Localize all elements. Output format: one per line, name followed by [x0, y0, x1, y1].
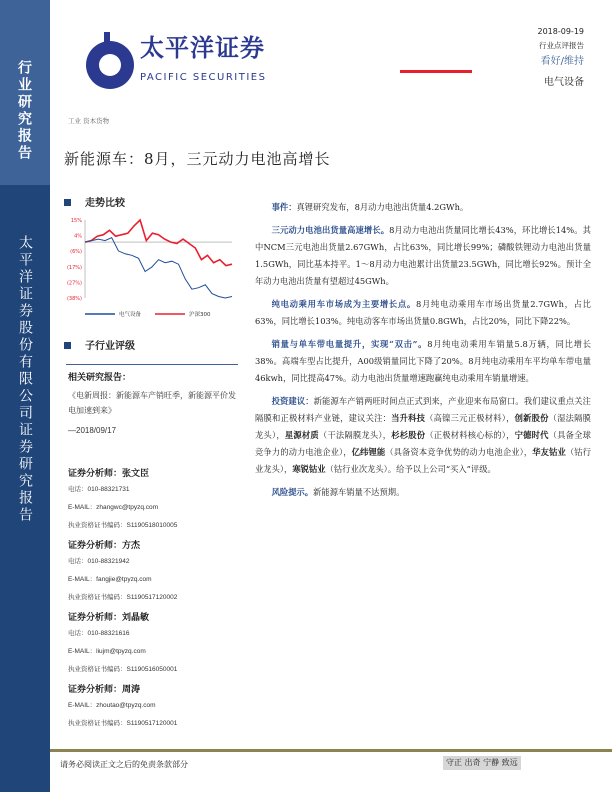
company-desc: （钴行业龙头）， [255, 447, 591, 474]
company: 创新股份 [514, 413, 549, 423]
company-desc: （具备资本竞争优势的动力电池企业）， [385, 447, 533, 457]
analyst-email[interactable]: E-MAIL：zhangwc@tpyzq.com [68, 504, 159, 511]
analyst-phone: 电话：010-88321616 [68, 630, 130, 637]
rating-underline [400, 70, 472, 73]
company-desc: （高镍三元正极材料）， [425, 413, 515, 423]
paragraph-investment [255, 393, 591, 478]
analyst-list [68, 466, 240, 736]
para-head: 事件： [271, 202, 297, 212]
analyst-license: 执业资格证书编码：S1190518010005 [68, 522, 178, 529]
para-text: 8月纯电动乘用车市场出货量2.7GWh，占比63%，同比增长103%。纯电动客车市场出货量0.8GWh，占比20%，同比下降22%。 [255, 299, 591, 326]
trend-heading-text: 走势比较 [85, 198, 125, 209]
sidebar-bottom [0, 185, 50, 792]
industry: 电气设备 [544, 77, 584, 88]
analyst-license: 执业资格证书编码：S1190516050001 [68, 666, 178, 673]
page-title: 新能源车：8月，三元动力电池高增长 [64, 150, 331, 168]
analyst [68, 466, 240, 538]
para-text: 8月纯电动乘用车销量5.8万辆，同比增长38%。高端车型占比提升，A00级销量同比下降了20%。8月纯电动乘用车平均单车带电量46kwh，同比提高47%。动力电池出货量增速跑赢纯电动乘用车销量增速。 [255, 339, 591, 383]
footer-rule [50, 749, 612, 752]
report-date: 2018-09-19 [537, 27, 584, 36]
legend-label: 沪深300 [189, 312, 211, 318]
para-head: 纯电动乘用车市场成为主要增长点。 [271, 299, 416, 309]
logo-icon [62, 10, 142, 105]
para-head: 三元动力电池出货量高速增长。 [271, 225, 390, 235]
category: 工业 资本货物 [68, 117, 110, 125]
paragraph-double-hit [255, 336, 591, 387]
company-desc: （湿法隔膜龙头）， [255, 413, 591, 440]
sub-rating-heading-text: 子行业评级 [85, 341, 135, 352]
y-tick-label: 15% [70, 218, 82, 224]
paragraph-ev-market [255, 296, 591, 330]
company: 华友钴业 [532, 447, 566, 457]
bullet-icon [64, 199, 71, 206]
analyst-name: 证券分析师：刘晶敏 [68, 613, 150, 623]
para-head: 投资建议： [271, 396, 314, 406]
company-desc: （钴行业次龙头）。给予以上公司“买入”评级。 [325, 464, 496, 474]
legend-label: 电气设备 [119, 312, 142, 318]
rating: 看好/维持 [540, 56, 584, 67]
company: 星源材质 [284, 430, 319, 440]
sub-rating-heading [64, 337, 135, 352]
analyst-email[interactable]: E-MAIL：zhoutao@tpyzq.com [68, 702, 156, 709]
company-label: 太平洋证券股份有限公司证券研究报告 [17, 235, 33, 524]
analyst [68, 610, 240, 682]
para-text: 8月动力电池出货量同比增长43%，环比增长14%。其中NCM三元电池出货量2.67GWh，占比63%，同比增长99%；磷酸铁锂动力电池出货量1.5GWh，同比基本持平。1～8月动力电池累计出货量23.5GWh，同比增长92%。预计全年动力电池出货量有望超过45GWh。 [255, 225, 591, 286]
analyst-name: 证券分析师：方杰 [68, 541, 141, 551]
company: 宁德时代 [514, 430, 549, 440]
analyst-email[interactable]: E-MAIL：fangjie@tpyzq.com [68, 576, 152, 583]
company: 亿纬锂能 [351, 447, 386, 457]
analyst-phone: 电话：010-88321731 [68, 486, 130, 493]
related-date: —2018/09/17 [68, 426, 117, 435]
footer-motto: 守正 出奇 宁静 致远 [443, 756, 521, 770]
report-kind: 行业点评报告 [539, 41, 584, 50]
company: 当升科技 [391, 413, 426, 423]
company-desc: （正极材料核心标的）， [425, 430, 515, 440]
logo-cn: 太平洋证券 [140, 34, 265, 62]
company: 寒锐钴业 [292, 464, 326, 474]
analyst-name: 证券分析师：张文臣 [68, 469, 150, 479]
paragraph-risk [255, 484, 591, 501]
company: 杉杉股份 [391, 430, 426, 440]
para-text: 真锂研究发布，8月动力电池出货量4.2GWh。 [296, 202, 469, 212]
para-text: 新能源车销量不达预期。 [313, 487, 405, 497]
para-text: 新能源车产销两旺时间点正式到来，产业迎来布局窗口。我们建议重点关注隔膜和正极材料产业链，建议关注： [255, 396, 591, 423]
related-heading: 相关研究报告： [68, 373, 132, 383]
series-line [85, 238, 232, 298]
related-report-link[interactable]: 《电新周报：新能源车产销旺季，新能源平价发电加速到来》 [68, 391, 236, 415]
para-head: 风险提示。 [271, 487, 314, 497]
analyst-email[interactable]: E-MAIL：liujm@tpyzq.com [68, 648, 146, 655]
trend-heading [64, 194, 125, 209]
company-desc: （干法隔膜龙头）， [318, 430, 392, 440]
y-tick-label: (27%) [66, 280, 82, 287]
analyst [68, 538, 240, 610]
paragraph-event [255, 199, 591, 216]
y-tick-label: (38%) [66, 296, 82, 302]
sidebar-top [0, 0, 50, 185]
report-body [255, 199, 591, 507]
company-desc: （具备全球竞争力的动力电池企业）， [255, 430, 591, 457]
y-tick-label: 4% [74, 233, 82, 240]
footer-disclaimer: 请务必阅读正文之后的免责条款部分 [60, 760, 188, 769]
analyst-phone: 电话：010-88321942 [68, 558, 130, 565]
y-tick-label: (6%) [70, 249, 82, 256]
report-type-label: 行业研究报告 [16, 60, 32, 162]
analyst [68, 682, 240, 736]
bullet-icon [64, 342, 71, 349]
para-head: 销量与单车带电量提升，实现“双击”。 [271, 339, 428, 349]
logo-en: PACIFIC SECURITIES [140, 72, 267, 83]
trend-chart [60, 212, 240, 322]
paragraph-ternary [255, 222, 591, 290]
divider [66, 364, 238, 365]
analyst-name: 证券分析师：周涛 [68, 685, 141, 695]
analyst-license: 执业资格证书编码：S1190517120001 [68, 720, 178, 727]
series-line [85, 220, 232, 266]
analyst-license: 执业资格证书编码：S1190517120002 [68, 594, 178, 601]
y-tick-label: (17%) [66, 264, 82, 271]
